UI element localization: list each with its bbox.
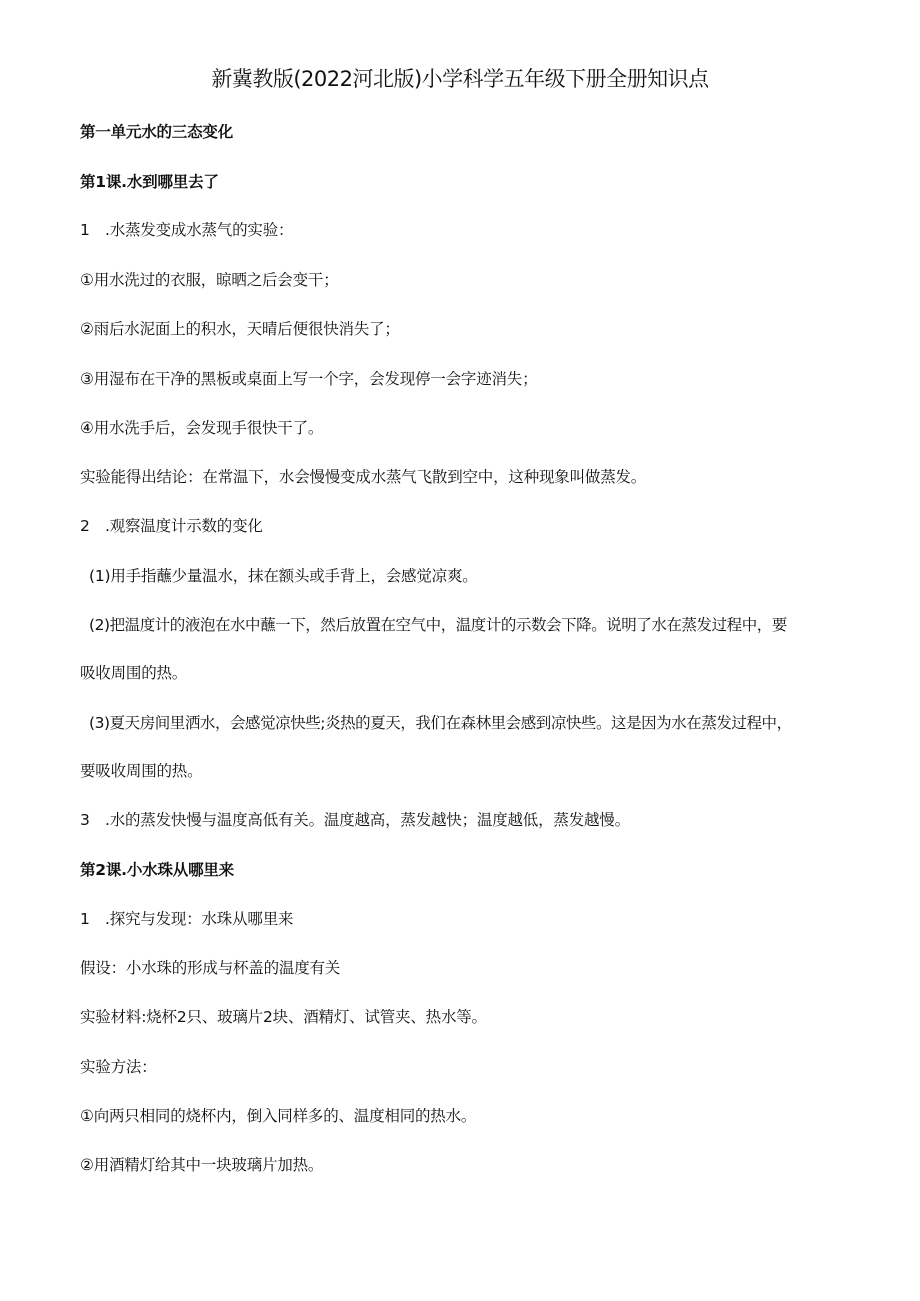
example-item: ②雨后水泥面上的积水，天晴后便很快消失了； — [80, 320, 400, 338]
numbered-item: 2 .观察温度计示数的变化 — [80, 517, 263, 535]
sub-item: (1)用手指蘸少量温水，抹在额头或手背上，会感觉凉爽。 — [89, 567, 478, 585]
sub-item: (2)把温度计的液泡在水中蘸一下，然后放置在空气中，温度计的示数会下降。说明了水在蒸发过程中，要 — [89, 616, 787, 634]
conclusion-text: 实验能得出结论：在常温下，水会慢慢变成水蒸气飞散到空中，这种现象叫做蒸发。 — [80, 468, 647, 486]
example-item: ③用湿布在干净的黑板或桌面上写一个字，会发现停一会字迹消失； — [80, 370, 538, 388]
example-item: ④用水洗手后，会发现手很快干了。 — [80, 419, 324, 437]
sub-item-continuation: 吸收周围的热。 — [80, 664, 188, 682]
page-title: 新冀教版(2022河北版)小学科学五年级下册全册知识点 — [211, 67, 709, 91]
unit-heading: 第一单元水的三态变化 — [80, 123, 234, 141]
example-item: ①用水洗过的衣服，晾晒之后会变干； — [80, 271, 339, 289]
hypothesis-text: 假设：小水珠的形成与杯盖的温度有关 — [80, 959, 341, 977]
materials-text: 实验材料:烧杯2只、玻璃片2块、酒精灯、试管夹、热水等。 — [80, 1008, 487, 1026]
sub-item: (3)夏天房间里洒水，会感觉凉快些;炎热的夏天，我们在森林里会感到凉快些。这是因为水在蒸发过程中， — [89, 714, 792, 732]
step-item: ②用酒精灯给其中一块玻璃片加热。 — [80, 1156, 324, 1174]
sub-item-continuation: 要吸收周围的热。 — [80, 762, 203, 780]
lesson-heading: 第2课.小水珠从哪里来 — [80, 861, 234, 879]
method-label: 实验方法： — [80, 1058, 157, 1076]
numbered-item: 1 .探究与发现：水珠从哪里来 — [80, 910, 294, 928]
lesson-heading: 第1课.水到哪里去了 — [80, 173, 219, 191]
step-item: ①向两只相同的烧杯内，倒入同样多的、温度相同的热水。 — [80, 1107, 477, 1125]
numbered-item: 3 .水的蒸发快慢与温度高低有关。温度越高，蒸发越快；温度越低，蒸发越慢。 — [80, 811, 630, 829]
numbered-item: 1 .水蒸发变成水蒸气的实验： — [80, 221, 294, 239]
